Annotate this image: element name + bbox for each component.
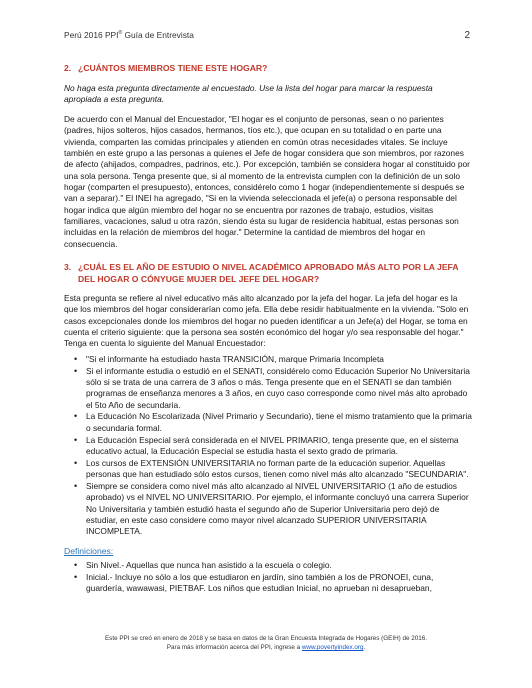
list-item: • Si el informante estudia o estudió en el SENATI, considérelo como Educación Superior No Universitaria sólo si se trata de una carrera de 3 años o más. Tenga presente que en el SENATI se dan también programas de enseñanza menores a 3 años, en cuyo caso corresponde como nivel más alto aprobado el 5to Año de secundaria. <box>76 366 472 411</box>
page-number: 2 <box>464 30 470 41</box>
page-content <box>64 62 472 595</box>
section-3-body: Esta pregunta se refiere al nivel educativo más alto alcanzado por la jefa del hogar. La jefa del hogar es la que los miembros del hogar considerarían como jefa. Ella debe residir habitualmente en la vivienda. "Solo en casos excepcionales donde los miembros del hogar no pueden identificar a un Jefe(a) del Hogar, se toma en cuenta el criterio siguiente: que la persona sea sostén económico del hogar y/o sea responsable del hogar." Tenga en cuenta lo siguiente del Manual Encuestador: <box>64 292 469 349</box>
header-title: Perú 2016 PPI® Guía de Entrevista <box>64 30 194 40</box>
definitions-list <box>64 560 472 595</box>
list-item: • Inicial.- Incluye no sólo a los que estudiaron en jardín, sino también a los de PRONOEI, cuna, guardería, wawawasi, PIETBAF. Los niños que estudian Inicial, no aprueban ni desaprueban, <box>76 572 472 595</box>
section-2-instruction: No haga esta pregunta directamente al encuestado. Use la lista del hogar para marcar la respuesta apropiada a esta pregunta. <box>64 83 433 105</box>
definitions-heading: Definiciones: <box>64 545 114 556</box>
list-item: • Siempre se considera como nivel más alto alcanzado al NIVEL UNIVERSITARIO (1 año de estudios aprobado) vs el NIVEL NO UNIVERSITARIO. Por ejemplo, el informante concluyó una carrera Superior No Universitaria y también estudió hasta el segundo año de Superior Universitaria pero dejó de estudiar, en este caso considere como mayor nivel alcanzado SUPERIOR UNIVERSITARIA INCOMPLETA. <box>76 481 472 538</box>
section-3-heading: 3. ¿CUÁL ES EL AÑO DE ESTUDIO O NIVEL ACADÉMICO APROBADO MÁS ALTO POR LA JEFA DEL HOGAR O CÓNYUGE MUJER DEL JEFE DEL HOGAR? <box>64 261 459 284</box>
section-2-body: De acuerdo con el Manual del Encuestador, "El hogar es el conjunto de personas, sean o no parientes (padres, hijos solteros, hijos casados, hermanos, tíos etc.), que ocupan en su totalidad o en parte una vivienda, comparten las comidas principales y atienden en común otras necesidades vitales. Se incluye también en este grupo a las personas a quienes el Jefe de hogar considera que son miembros, por razones de afecto (ahijados, compadres, padrinos, etc.). Por excepción, también se considera hogar al constituido por una sola persona. Tenga presente que, si al momento de la entrevista cumplen con la definición de un solo hogar (comparten el presupuesto), entonces, considérelo como 1 hogar (independientemente si después se van a separar)." El INEI ha agregado, "Si en la vivienda seleccionada el jefe(a) o persona responsable del hogar indica que algún miembro del hogar no se encuentra por razones de trabajo, estudios, visitas familiares, vacaciones, salud u otra razón, siendo ésta su lugar de residencia habitual, estas personas son incluidas en la relación de miembros del hogar." Determine la cantidad de miembros del hogar en consecuencia. <box>64 113 470 249</box>
list-item: • Sin Nivel.- Aquellas que nunca han asistido a la escuela o colegio. <box>76 560 472 571</box>
list-item: • "Si el informante ha estudiado hasta TRANSICIÓN, marque Primaria Incompleta <box>76 354 472 365</box>
list-item: • La Educación Especial será considerada en el NIVEL PRIMARIO, tenga presente que, en el sistema educativo actual, la Educación Especial se estudia hasta el sexto grado de primaria. <box>76 435 472 458</box>
list-item: • Los cursos de EXTENSIÓN UNIVERSITARIA no forman parte de la educación superior. Aquellas personas que han estudiado sólo estos cursos, tienen como nivel más alto alcanzado "SECUNDARIA". <box>76 458 472 481</box>
footer-line-1: Este PPI se creó en enero de 2018 y se basa en datos de la Gran Encuesta Integrada de Hogares (GEIH) de 2016. <box>104 635 428 642</box>
list-item: • La Educación No Escolarizada (Nivel Primario y Secundario), tiene el mismo tratamiento que la primaria o secundaria formal. <box>76 411 472 434</box>
povertyindex-link[interactable]: www.povertyindex.org <box>301 644 364 651</box>
page-footer <box>0 634 532 652</box>
page-header <box>64 30 470 41</box>
section-2-heading: 2. ¿CUÁNTOS MIEMBROS TIENE ESTE HOGAR? <box>64 63 268 73</box>
footer-line-2: Para más información acerca del PPI, ingrese a www.povertyindex.org. <box>166 644 366 651</box>
manual-rules-list <box>64 354 472 538</box>
